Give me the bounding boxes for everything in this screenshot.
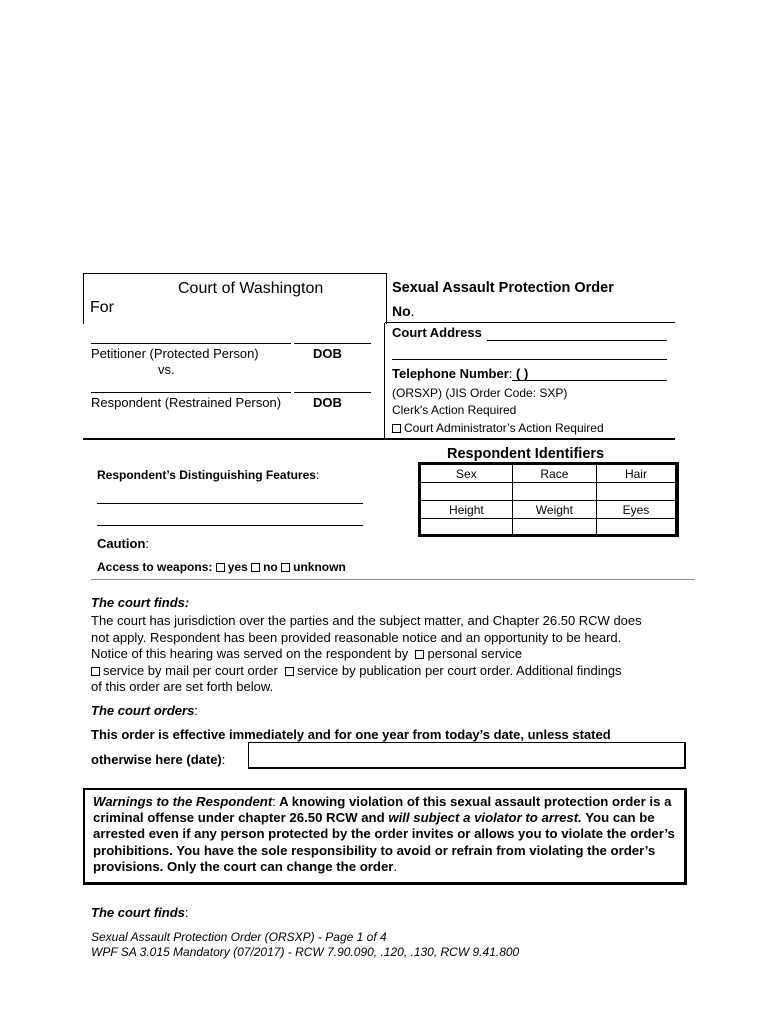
ident-hair-header: Hair bbox=[596, 465, 675, 483]
publication-service-checkbox[interactable] bbox=[285, 667, 294, 676]
petitioner-dob-line bbox=[294, 343, 371, 344]
order-header-rule bbox=[385, 322, 675, 323]
findings-paragraph bbox=[91, 613, 691, 696]
personal-service-checkbox[interactable] bbox=[415, 650, 424, 659]
caution-row bbox=[97, 536, 149, 551]
effective-line-2: otherwise here (date) bbox=[91, 752, 222, 767]
features-label-row bbox=[97, 468, 319, 482]
warnings-emphasis: will subject a violator to arrest. bbox=[388, 810, 582, 826]
court-address-line-2 bbox=[392, 359, 667, 360]
petitioner-dob-label: DOB bbox=[313, 346, 342, 361]
telephone-paren: ( ) bbox=[516, 366, 529, 381]
ident-race-header: Race bbox=[512, 465, 596, 483]
telephone-label: Telephone Number bbox=[392, 366, 509, 381]
vs-label: vs. bbox=[158, 362, 175, 377]
publication-service-label: service by publication per court order. Additional findings bbox=[297, 662, 622, 678]
court-admin-checkbox[interactable] bbox=[392, 424, 401, 433]
caution-colon: : bbox=[145, 536, 150, 551]
mail-service-label: service by mail per court order bbox=[103, 662, 278, 678]
findings2-row bbox=[91, 905, 189, 920]
footer-line-1: Sexual Assault Protection Order (ORSXP) - Page 1 of 4 bbox=[91, 930, 387, 944]
ident-hair-value[interactable] bbox=[596, 483, 675, 501]
orders-colon: : bbox=[194, 703, 198, 718]
orders-heading-row bbox=[91, 703, 198, 718]
weapons-yes-checkbox[interactable] bbox=[216, 563, 225, 572]
findings-line-5: of this order are set forth below. bbox=[91, 679, 274, 694]
effective-line-2-row bbox=[91, 752, 225, 767]
findings-line-3-text: Notice of this hearing was served on the respondent by bbox=[91, 646, 409, 661]
warnings-label: Warnings to the Respondent bbox=[93, 794, 273, 809]
caution-label: Caution bbox=[97, 536, 146, 551]
ident-weight-header: Weight bbox=[512, 501, 596, 519]
ident-sex-value[interactable] bbox=[421, 483, 513, 501]
court-admin-row[interactable] bbox=[392, 421, 604, 435]
ident-height-value[interactable] bbox=[421, 519, 513, 537]
ident-race-value[interactable] bbox=[512, 483, 596, 501]
warnings-text-1: A knowing violation of this sexual assault protection order bbox=[275, 794, 646, 809]
weapons-unknown-label: unknown bbox=[293, 560, 346, 574]
ident-sex-header: Sex bbox=[421, 465, 513, 483]
weapons-unknown-checkbox[interactable] bbox=[281, 563, 290, 572]
court-address-label: Court Address bbox=[392, 325, 482, 340]
effective-date-field[interactable] bbox=[248, 742, 686, 769]
ident-eyes-header: Eyes bbox=[596, 501, 675, 519]
no-label: No bbox=[392, 303, 411, 319]
warnings-label-colon: : bbox=[272, 794, 276, 809]
warnings-text-end: . bbox=[393, 858, 398, 874]
respondent-label: Respondent (Restrained Person) bbox=[91, 395, 282, 410]
case-number-label bbox=[392, 303, 415, 319]
weapons-row bbox=[97, 560, 346, 574]
mail-service-checkbox[interactable] bbox=[91, 667, 100, 676]
identifiers-heading: Respondent Identifiers bbox=[447, 446, 605, 462]
telephone-row: Telephone Number: ( ) bbox=[392, 366, 529, 381]
findings-line-4 bbox=[91, 663, 691, 680]
features-label: Respondent’s Distinguishing Features bbox=[97, 468, 316, 482]
effective-line-1: This order is effective immediately and for one year from today’s date, unless stated bbox=[91, 727, 611, 742]
weapons-label: Access to weapons: bbox=[97, 560, 213, 574]
section-divider bbox=[91, 579, 695, 580]
petitioner-label: Petitioner (Protected Person) bbox=[91, 346, 259, 361]
clerk-action: Clerk's Action Required bbox=[392, 403, 517, 417]
caption-bottom-rule bbox=[83, 438, 675, 440]
weapons-yes-label: yes bbox=[227, 560, 248, 574]
telephone-line bbox=[512, 380, 667, 381]
findings2-heading: The court finds bbox=[91, 905, 185, 920]
findings-line-1: The court has jurisdiction over the parties and the subject matter, and Chapter 26.50 RCW does bbox=[91, 613, 642, 628]
caption-right-border bbox=[384, 323, 385, 439]
court-title: Court of Washington bbox=[178, 280, 324, 297]
ident-eyes-value[interactable] bbox=[596, 519, 675, 537]
warnings-box bbox=[83, 788, 687, 885]
warnings-text-2: is a criminal offense under chapter 26.50 RCW and bbox=[93, 794, 672, 826]
respondent-dob-line bbox=[294, 392, 371, 393]
ident-height-header: Height bbox=[421, 501, 513, 519]
footer-line-2: WPF SA 3.015 Mandatory (07/2017) - RCW 7.90.090, .120, .130, RCW 9.41.800 bbox=[91, 945, 520, 959]
features-line-1[interactable] bbox=[97, 503, 363, 504]
respondent-dob-label: DOB bbox=[313, 395, 342, 410]
findings-heading: The court finds: bbox=[91, 595, 190, 610]
court-address-line bbox=[487, 340, 667, 341]
order-title: Sexual Assault Protection Order bbox=[392, 280, 614, 296]
features-colon: : bbox=[315, 468, 320, 482]
respondent-name-line bbox=[91, 392, 291, 393]
warnings-text-3: You can be arrested even if any person protected by the order invites or allows you to violate the order’s prohibitions. You have the sole responsibility to avoid or refrain from violating the order’s provisions. Only the court can change the order bbox=[93, 810, 675, 874]
order-code: (ORSXP) (JIS Order Code: SXP) bbox=[392, 386, 568, 400]
personal-service-label: personal service bbox=[427, 646, 523, 661]
findings-line-3 bbox=[91, 646, 691, 663]
effective-colon: : bbox=[221, 752, 226, 767]
no-dot: . bbox=[410, 303, 415, 319]
petitioner-name-line bbox=[91, 343, 291, 344]
court-admin-action: Court Administrator’s Action Required bbox=[404, 421, 604, 435]
identifiers-table bbox=[418, 462, 679, 537]
features-line-2[interactable] bbox=[97, 525, 363, 526]
findings2-colon: : bbox=[184, 905, 189, 920]
weapons-no-label: no bbox=[263, 560, 278, 574]
findings-line-2: not apply. Respondent has been provided reasonable notice and an opportunity to be heard. bbox=[91, 629, 622, 645]
weapons-no-checkbox[interactable] bbox=[251, 563, 260, 572]
ident-weight-value[interactable] bbox=[512, 519, 596, 537]
for-label: For bbox=[90, 299, 114, 316]
orders-heading: The court orders bbox=[91, 703, 195, 718]
